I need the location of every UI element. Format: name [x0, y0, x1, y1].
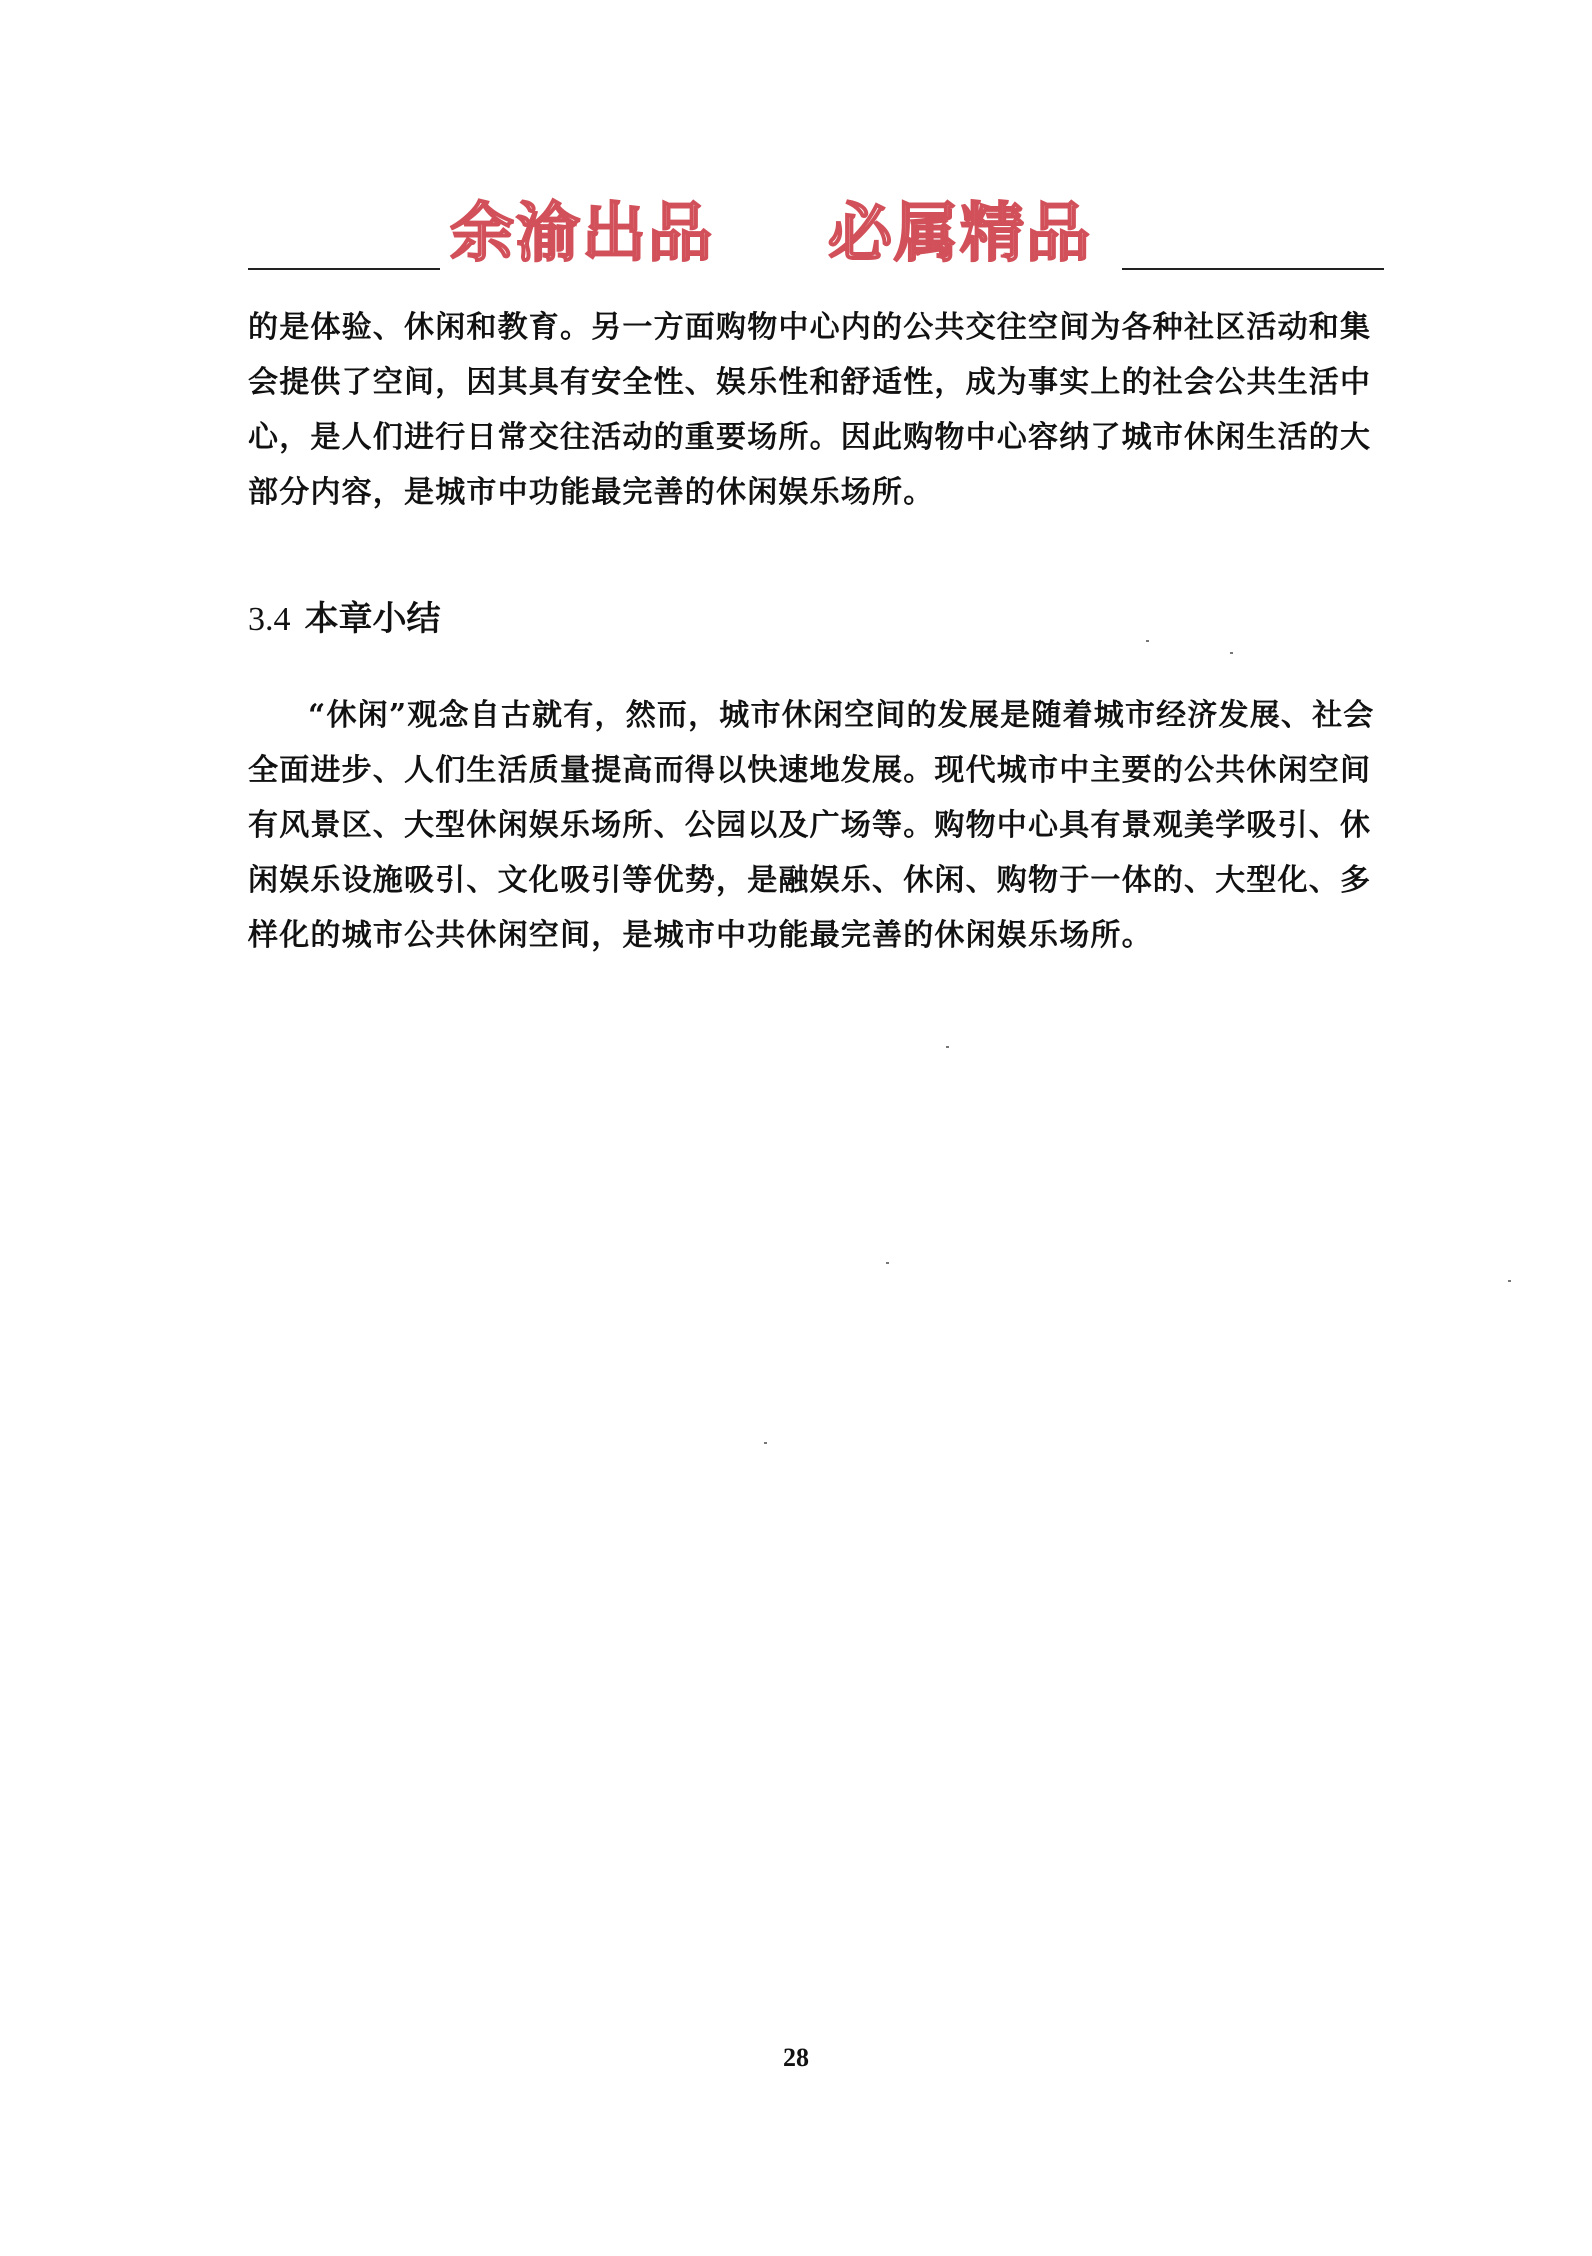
scan-speck [1146, 640, 1149, 642]
scan-speck [1230, 652, 1233, 654]
page-header [248, 190, 1384, 280]
page-number: 28 [783, 2043, 809, 2072]
header-rule-right [1122, 268, 1384, 270]
scan-speck [946, 1046, 949, 1048]
scan-speck [886, 1262, 889, 1264]
header-rule-left [248, 268, 440, 270]
watermark-right: 必属精品 [828, 197, 1092, 271]
paragraph-summary: “休闲”观念自古就有，然而，城市休闲空间的发展是随着城市经济发展、社会全面进步、人们生活质量提高而得以快速地发展。现代城市中主要的公共休闲空间有风景区、大型休闲娱乐场所、公园以及广场等。购物中心具有景观美学吸引、休闲娱乐设施吸引、文化吸引等优势，是融娱乐、休闲、购物于一体的、大型化、多样化的城市公共休闲空间，是城市中功能最完善的休闲娱乐场所。 [248, 698, 1375, 953]
section-heading [248, 594, 441, 645]
scan-speck [1508, 1280, 1511, 1282]
section-title: 本章小结 [304, 599, 441, 639]
scan-speck [764, 1442, 767, 1444]
paragraph-continued: 的是体验、休闲和教育。另一方面购物中心内的公共交往空间为各种社区活动和集会提供了空间，因其具有安全性、娱乐性和舒适性，成为事实上的社会公共生活中心，是人们进行日常交往活动的重要场所。因此购物中心容纳了城市休闲生活的大部分内容，是城市中功能最完善的休闲娱乐场所。 [248, 310, 1372, 510]
section-number: 3.4 [248, 601, 291, 638]
watermark-left: 余渝出品 [450, 197, 714, 271]
